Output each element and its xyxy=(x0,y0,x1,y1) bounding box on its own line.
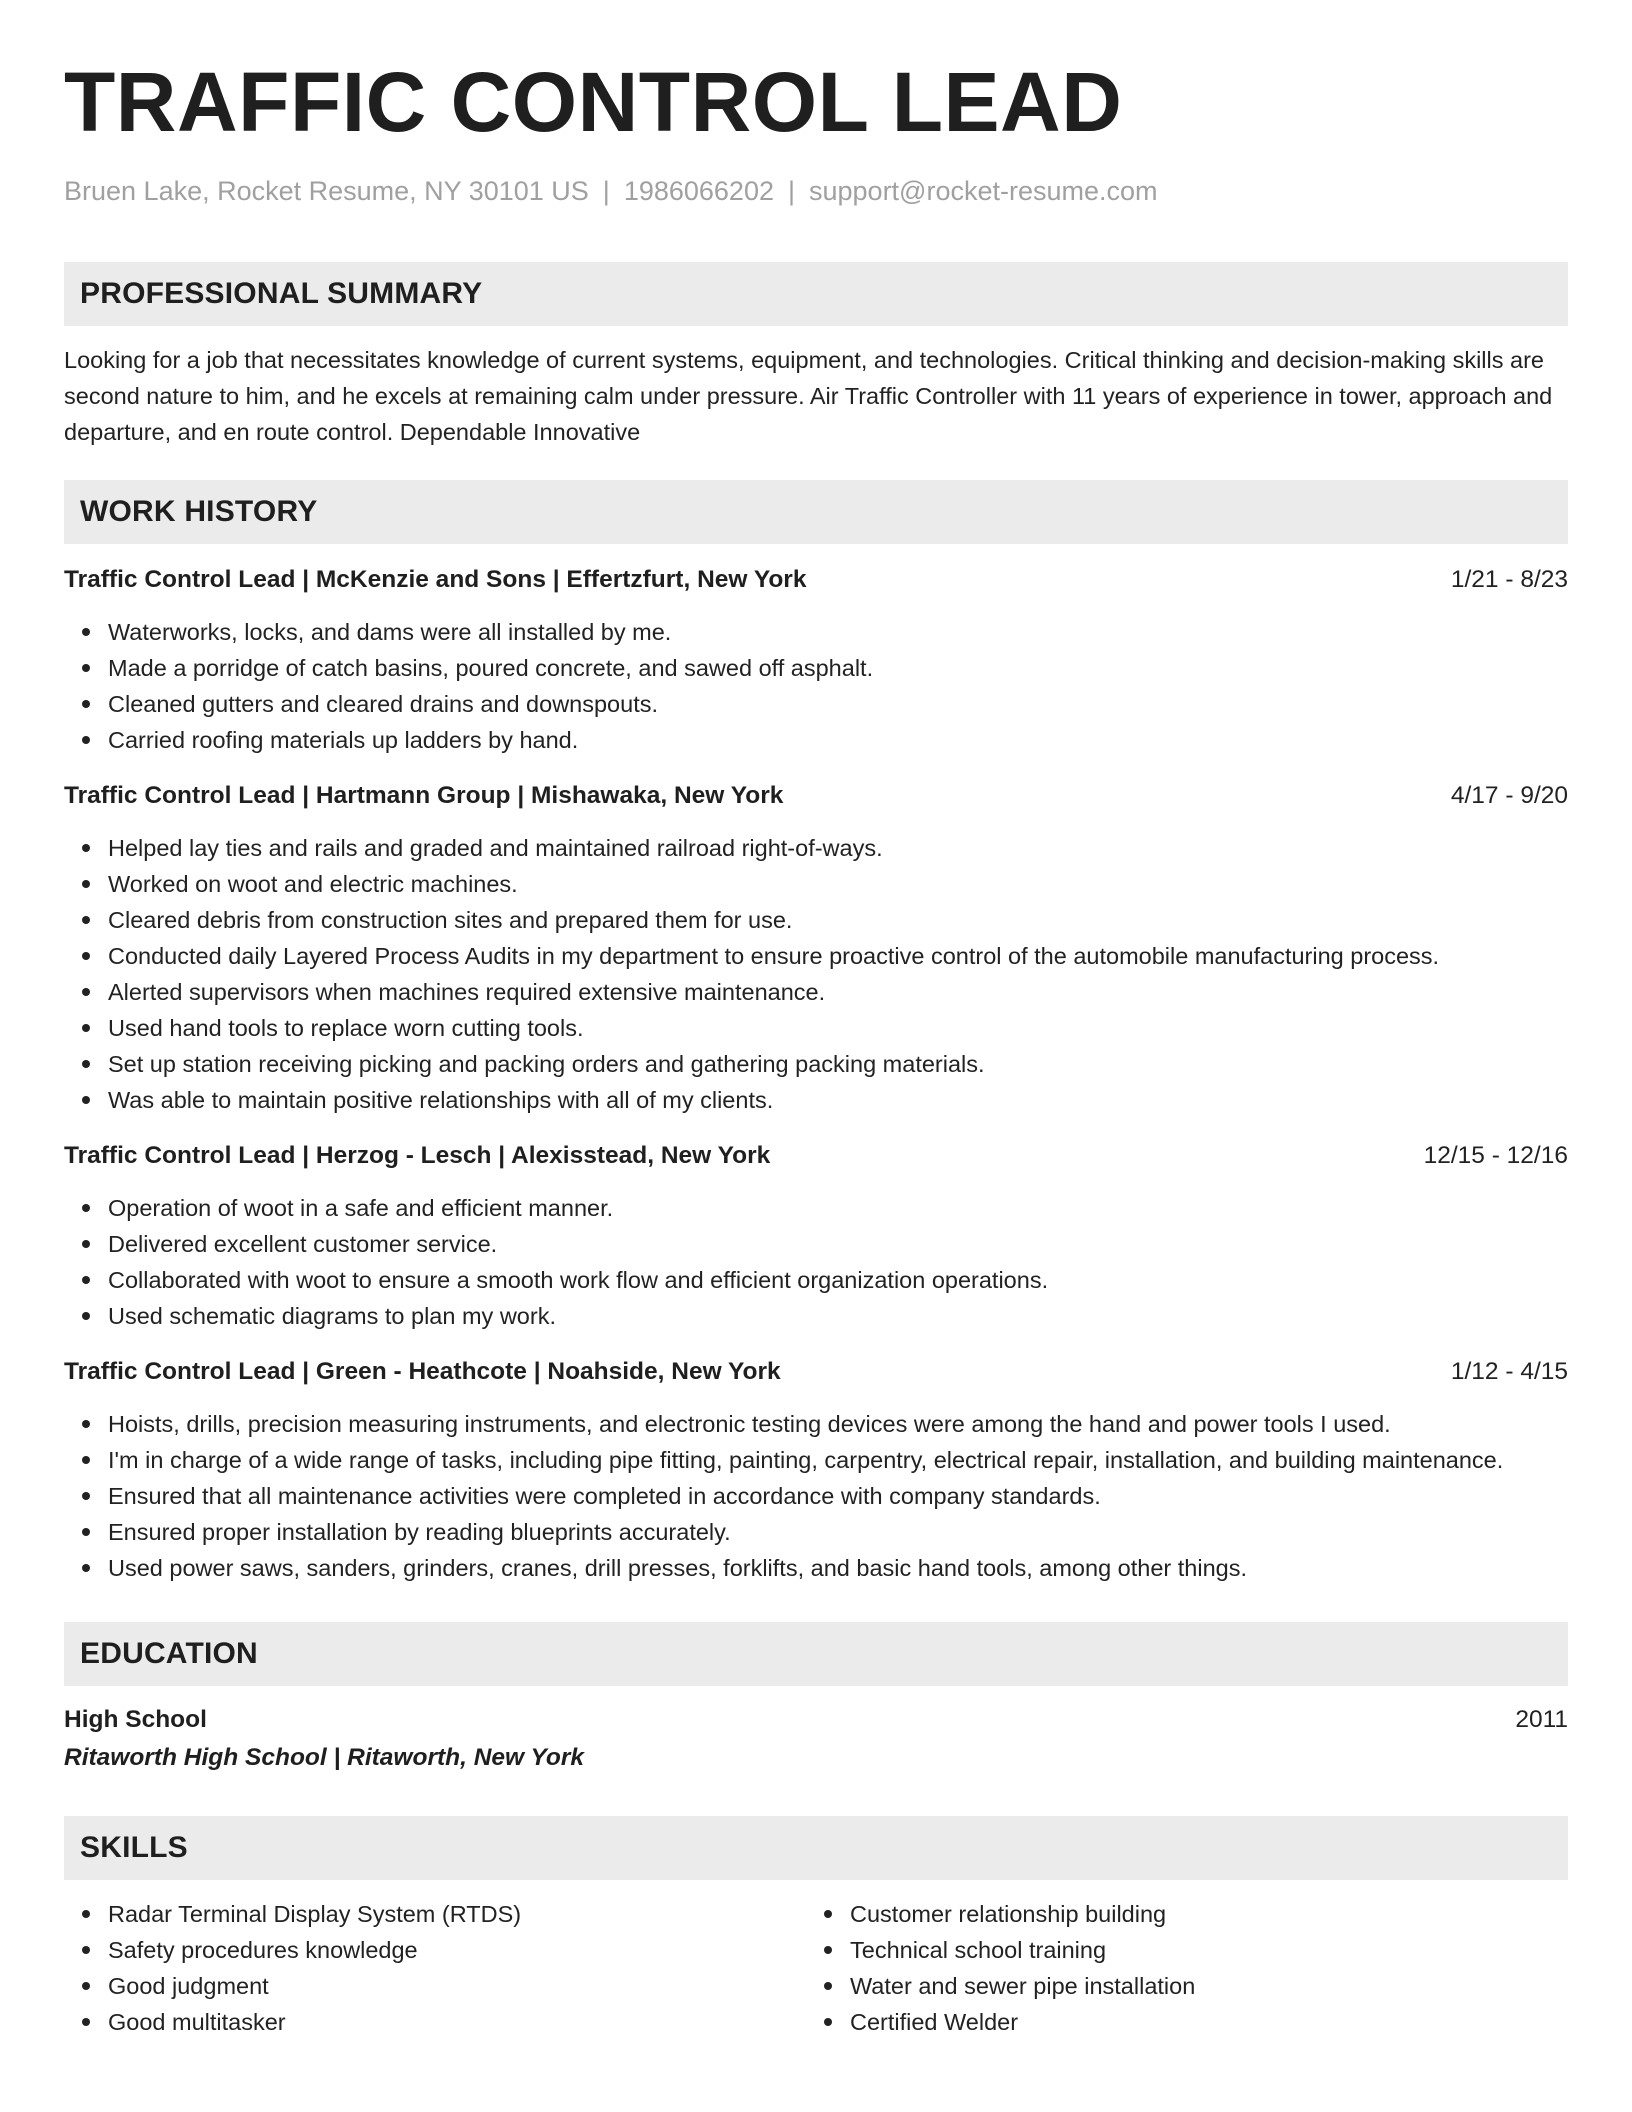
job-bullet: Collaborated with woot to ensure a smooth work flow and efficient organization operations. xyxy=(108,1262,1568,1298)
job-bullet: Ensured proper installation by reading blueprints accurately. xyxy=(108,1514,1568,1550)
education-school: Ritaworth High School | Ritaworth, New York xyxy=(64,1744,585,1771)
job-bullet: Set up station receiving picking and packing orders and gathering packing materials. xyxy=(108,1046,1568,1082)
job-entry xyxy=(64,1138,1568,1334)
job-bullet: I'm in charge of a wide range of tasks, including pipe fitting, painting, carpentry, electrical repair, installation, and building maintenance. xyxy=(108,1442,1568,1478)
job-bullet-list xyxy=(64,1406,1568,1586)
job-bullet: Operation of woot in a safe and efficient manner. xyxy=(108,1190,1568,1226)
job-bullet: Made a porridge of catch basins, poured concrete, and sawed off asphalt. xyxy=(108,650,1568,686)
job-dates: 12/15 - 12/16 xyxy=(1423,1142,1568,1169)
contact-phone: 1986066202 xyxy=(623,176,774,206)
contact-separator: | xyxy=(602,176,610,206)
job-header xyxy=(64,1354,1568,1390)
job-bullet: Helped lay ties and rails and graded and maintained railroad right-of-ways. xyxy=(108,830,1568,866)
job-bullet: Used schematic diagrams to plan my work. xyxy=(108,1298,1568,1334)
job-bullet-list xyxy=(64,1190,1568,1334)
skill-item: Technical school training xyxy=(850,1932,1548,1968)
skills-columns xyxy=(64,1896,1568,2040)
education-header xyxy=(64,1702,1568,1738)
skill-item: Radar Terminal Display System (RTDS) xyxy=(108,1896,806,1932)
job-bullet: Delivered excellent customer service. xyxy=(108,1226,1568,1262)
contact-email: support@rocket-resume.com xyxy=(809,176,1158,206)
job-entry xyxy=(64,562,1568,758)
job-bullet: Used hand tools to replace worn cutting tools. xyxy=(108,1010,1568,1046)
job-dates: 1/12 - 4/15 xyxy=(1450,1358,1568,1385)
job-bullet: Cleaned gutters and cleared drains and downspouts. xyxy=(108,686,1568,722)
summary-text: Looking for a job that necessitates knowledge of current systems, equipment, and technologies. Critical thinking and decision-making skills are second nature to him, and he excels at remaining calm under pressure. Air Traffic Controller with 11 years of experience in tower, approach and departure, and en route control. Dependable Innovative xyxy=(64,347,1553,445)
skill-item: Good judgment xyxy=(108,1968,806,2004)
job-bullet-list xyxy=(64,830,1568,1118)
resume-page xyxy=(64,0,1568,2040)
job-dates: 1/21 - 8/23 xyxy=(1450,566,1568,593)
job-bullet: Carried roofing materials up ladders by hand. xyxy=(108,722,1568,758)
job-entry xyxy=(64,1354,1568,1586)
skills-list-left xyxy=(64,1896,806,2040)
job-header xyxy=(64,1138,1568,1174)
job-entry xyxy=(64,778,1568,1118)
contact-address: Bruen Lake, Rocket Resume, NY 30101 US xyxy=(64,176,589,206)
job-title: Traffic Control Lead | McKenzie and Sons | Effertzfurt, New York xyxy=(64,566,807,593)
skill-item: Customer relationship building xyxy=(850,1896,1548,1932)
section-heading-education: EDUCATION xyxy=(64,1622,1568,1686)
job-bullet: Worked on woot and electric machines. xyxy=(108,866,1568,902)
job-bullet: Waterworks, locks, and dams were all installed by me. xyxy=(108,614,1568,650)
job-header xyxy=(64,562,1568,598)
skill-item: Good multitasker xyxy=(108,2004,806,2040)
job-bullet: Cleared debris from construction sites and prepared them for use. xyxy=(108,902,1568,938)
skill-item: Certified Welder xyxy=(850,2004,1548,2040)
job-bullet-list xyxy=(64,614,1568,758)
contact-separator: | xyxy=(787,176,795,206)
section-heading-skills: SKILLS xyxy=(64,1816,1568,1880)
contact-line xyxy=(64,174,1568,208)
job-bullet: Ensured that all maintenance activities were completed in accordance with company standards. xyxy=(108,1478,1568,1514)
job-bullet: Conducted daily Layered Process Audits in my department to ensure proactive control of the automobile manufacturing process. xyxy=(108,938,1568,974)
skills-list-right xyxy=(806,1896,1548,2040)
section-heading-work-history: WORK HISTORY xyxy=(64,480,1568,544)
job-title: Traffic Control Lead | Herzog - Lesch | Alexisstead, New York xyxy=(64,1142,771,1169)
education-year: 2011 xyxy=(1515,1706,1568,1733)
job-bullet: Hoists, drills, precision measuring instruments, and electronic testing devices were among the hand and power tools I used. xyxy=(108,1406,1568,1442)
education-degree: High School xyxy=(64,1706,207,1733)
job-bullet: Alerted supervisors when machines required extensive maintenance. xyxy=(108,974,1568,1010)
skill-item: Safety procedures knowledge xyxy=(108,1932,806,1968)
candidate-name: TRAFFIC CONTROL LEAD xyxy=(64,55,1123,149)
job-title: Traffic Control Lead | Green - Heathcote | Noahside, New York xyxy=(64,1358,781,1385)
job-dates: 4/17 - 9/20 xyxy=(1450,782,1568,809)
job-title: Traffic Control Lead | Hartmann Group | Mishawaka, New York xyxy=(64,782,784,809)
section-heading-summary: PROFESSIONAL SUMMARY xyxy=(64,262,1568,326)
skill-item: Water and sewer pipe installation xyxy=(850,1968,1548,2004)
job-header xyxy=(64,778,1568,814)
job-bullet: Used power saws, sanders, grinders, cranes, drill presses, forklifts, and basic hand tools, among other things. xyxy=(108,1550,1568,1586)
job-bullet: Was able to maintain positive relationships with all of my clients. xyxy=(108,1082,1568,1118)
